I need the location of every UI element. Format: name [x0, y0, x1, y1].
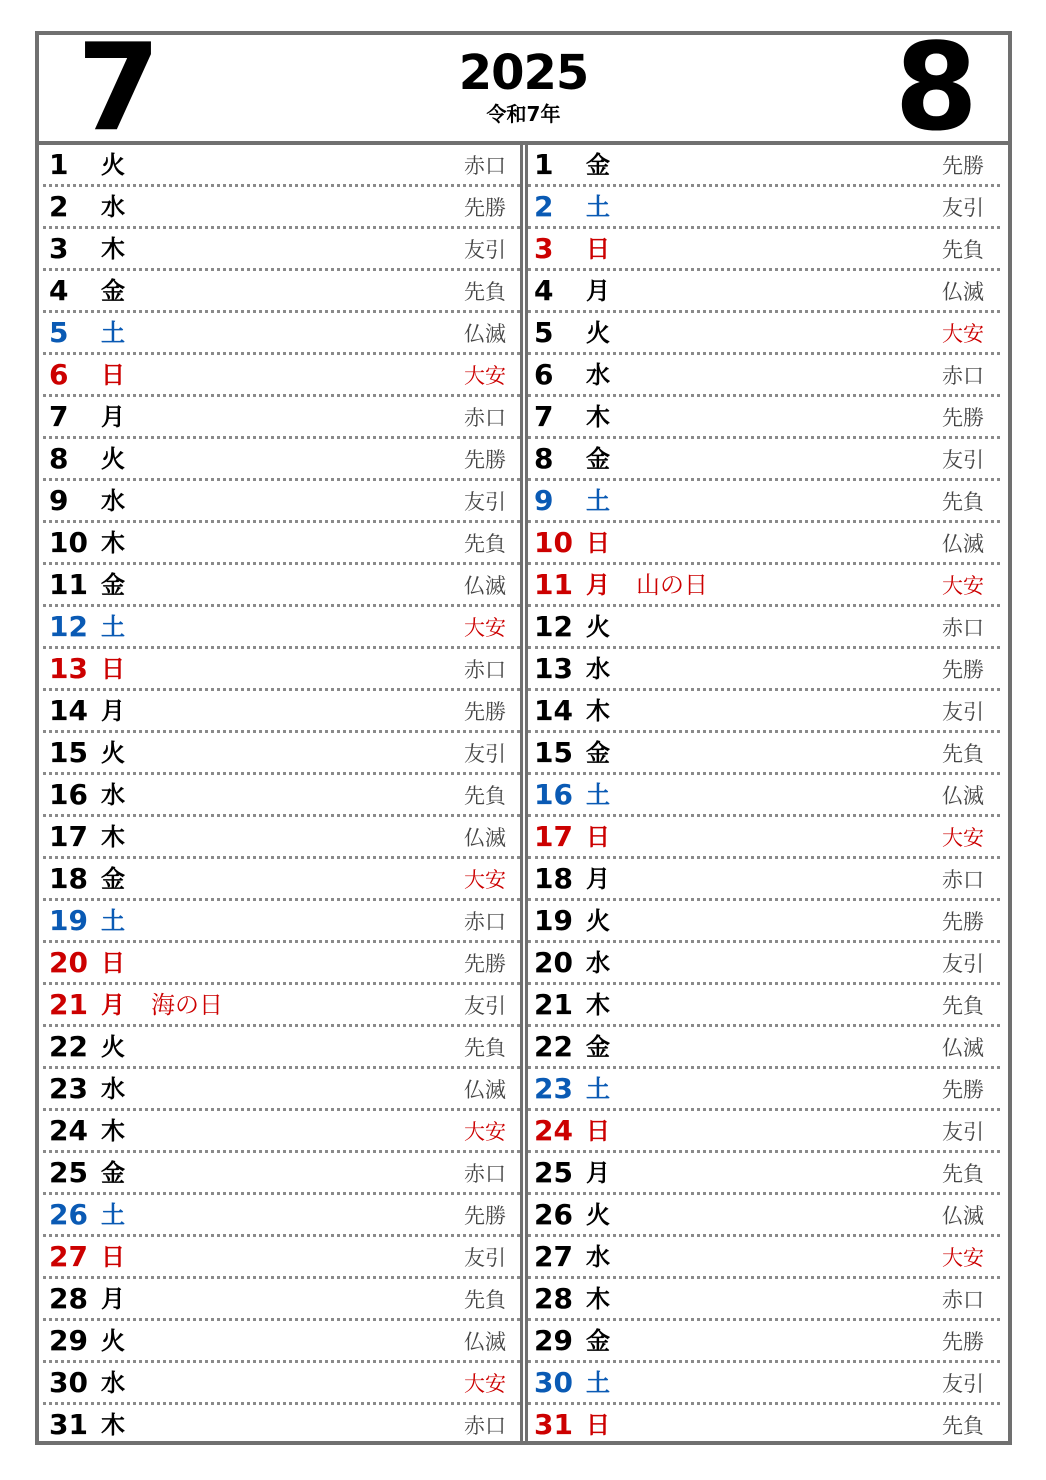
july-day-row	[43, 1279, 520, 1321]
august-day-row	[528, 1027, 1000, 1069]
day-number: 20	[534, 946, 573, 979]
weekday-label: 日	[586, 823, 610, 851]
weekday-label: 日	[586, 1411, 610, 1439]
weekday-label: 土	[586, 1369, 610, 1397]
weekday-label: 月	[586, 1159, 610, 1187]
weekday-label: 日	[586, 1117, 610, 1145]
august-day-row	[528, 1279, 1000, 1321]
august-day-row	[528, 1321, 1000, 1363]
weekday-label: 月	[101, 1285, 125, 1313]
rokuyo-label: 友引	[942, 952, 984, 976]
weekday-label: 土	[101, 319, 125, 347]
weekday-label: 火	[101, 739, 125, 767]
rokuyo-label: 仏滅	[942, 784, 984, 808]
weekday-label: 日	[101, 361, 125, 389]
july-day-row	[43, 733, 520, 775]
weekday-label: 水	[101, 781, 125, 809]
day-number: 23	[49, 1072, 88, 1105]
rokuyo-label: 仏滅	[464, 826, 506, 850]
weekday-label: 水	[101, 1369, 125, 1397]
rokuyo-label: 友引	[464, 490, 506, 514]
weekday-label: 月	[586, 277, 610, 305]
july-day-row	[43, 1027, 520, 1069]
rokuyo-label: 先負	[464, 280, 506, 304]
rokuyo-label: 赤口	[942, 868, 984, 892]
rokuyo-label: 友引	[464, 742, 506, 766]
weekday-label: 金	[586, 1033, 610, 1061]
weekday-label: 火	[586, 907, 610, 935]
august-day-row	[528, 649, 1000, 691]
weekday-label: 土	[101, 1201, 125, 1229]
august-day-row	[528, 439, 1000, 481]
august-day-row	[528, 1363, 1000, 1405]
weekday-label: 木	[101, 529, 125, 557]
august-day-row	[528, 817, 1000, 859]
rokuyo-label: 友引	[942, 700, 984, 724]
day-number: 19	[534, 904, 573, 937]
rokuyo-label: 大安	[464, 1372, 506, 1396]
rokuyo-label: 先負	[942, 742, 984, 766]
day-number: 27	[534, 1240, 573, 1273]
day-number: 26	[534, 1198, 573, 1231]
rokuyo-label: 大安	[942, 826, 984, 850]
weekday-label: 木	[586, 403, 610, 431]
rokuyo-label: 赤口	[942, 364, 984, 388]
year-title: 2025	[458, 45, 589, 101]
day-number: 25	[49, 1156, 88, 1189]
rokuyo-label: 仏滅	[464, 574, 506, 598]
july-day-row	[43, 817, 520, 859]
weekday-label: 火	[586, 319, 610, 347]
weekday-label: 水	[101, 1075, 125, 1103]
rokuyo-label: 先勝	[942, 154, 984, 178]
rokuyo-label: 赤口	[464, 658, 506, 682]
august-day-row	[528, 271, 1000, 313]
august-day-row	[528, 859, 1000, 901]
weekday-label: 月	[101, 991, 125, 1019]
rokuyo-label: 仏滅	[942, 532, 984, 556]
july-day-row	[43, 1111, 520, 1153]
weekday-label: 金	[101, 571, 125, 599]
day-number: 1	[534, 148, 554, 181]
rokuyo-label: 友引	[942, 448, 984, 472]
rokuyo-label: 先負	[942, 1414, 984, 1438]
weekday-label: 火	[101, 1033, 125, 1061]
july-day-row	[43, 439, 520, 481]
day-number: 24	[534, 1114, 573, 1147]
august-day-row	[528, 1111, 1000, 1153]
rokuyo-label: 先勝	[464, 952, 506, 976]
august-day-row	[528, 313, 1000, 355]
august-day-row	[528, 229, 1000, 271]
weekday-label: 火	[586, 613, 610, 641]
day-number: 27	[49, 1240, 88, 1273]
august-day-row	[528, 901, 1000, 943]
july-day-row	[43, 649, 520, 691]
holiday-name: 海の日	[151, 991, 223, 1019]
day-number: 25	[534, 1156, 573, 1189]
rokuyo-label: 先負	[942, 994, 984, 1018]
day-number: 11	[49, 568, 88, 601]
rokuyo-label: 先負	[942, 490, 984, 514]
day-number: 12	[49, 610, 88, 643]
weekday-label: 金	[101, 865, 125, 893]
weekday-label: 水	[101, 193, 125, 221]
day-number: 5	[534, 316, 554, 349]
rokuyo-label: 仏滅	[464, 1330, 506, 1354]
rokuyo-label: 赤口	[942, 616, 984, 640]
august-day-row	[528, 145, 1000, 187]
rokuyo-label: 赤口	[464, 1414, 506, 1438]
day-number: 13	[534, 652, 573, 685]
august-day-row	[528, 775, 1000, 817]
day-number: 28	[534, 1282, 573, 1315]
day-number: 17	[534, 820, 573, 853]
holiday-name: 山の日	[636, 571, 708, 599]
rokuyo-label: 大安	[942, 1246, 984, 1270]
rokuyo-label: 仏滅	[942, 1204, 984, 1228]
july-day-row	[43, 523, 520, 565]
rokuyo-label: 友引	[942, 196, 984, 220]
july-day-row	[43, 355, 520, 397]
day-number: 24	[49, 1114, 88, 1147]
rokuyo-label: 先勝	[464, 196, 506, 220]
weekday-label: 日	[101, 655, 125, 683]
july-day-row	[43, 985, 520, 1027]
day-number: 21	[534, 988, 573, 1021]
july-day-row	[43, 1321, 520, 1363]
day-number: 2	[534, 190, 554, 223]
july-day-row	[43, 565, 520, 607]
august-day-row	[528, 733, 1000, 775]
day-number: 13	[49, 652, 88, 685]
day-number: 10	[534, 526, 573, 559]
weekday-label: 土	[586, 193, 610, 221]
day-number: 29	[534, 1324, 573, 1357]
day-number: 31	[534, 1408, 573, 1441]
weekday-label: 水	[586, 949, 610, 977]
day-number: 6	[534, 358, 554, 391]
era-year: 令和7年	[486, 102, 561, 126]
weekday-label: 木	[586, 697, 610, 725]
rokuyo-label: 先勝	[942, 910, 984, 934]
july-day-row	[43, 1237, 520, 1279]
rokuyo-label: 先負	[464, 784, 506, 808]
weekday-label: 日	[101, 949, 125, 977]
day-number: 11	[534, 568, 573, 601]
july-day-row	[43, 1153, 520, 1195]
weekday-label: 月	[101, 403, 125, 431]
august-day-row	[528, 481, 1000, 523]
july-day-row	[43, 607, 520, 649]
day-number: 9	[534, 484, 554, 517]
weekday-label: 日	[586, 235, 610, 263]
rokuyo-label: 仏滅	[464, 322, 506, 346]
weekday-label: 火	[101, 445, 125, 473]
rokuyo-label: 先負	[464, 1036, 506, 1060]
rokuyo-label: 先負	[942, 1162, 984, 1186]
rokuyo-label: 仏滅	[464, 1078, 506, 1102]
day-number: 14	[534, 694, 573, 727]
rokuyo-label: 大安	[464, 868, 506, 892]
day-number: 30	[534, 1366, 573, 1399]
rokuyo-label: 赤口	[464, 1162, 506, 1186]
august-day-row	[528, 1153, 1000, 1195]
rokuyo-label: 先勝	[942, 1330, 984, 1354]
weekday-label: 水	[586, 361, 610, 389]
day-number: 18	[49, 862, 88, 895]
august-day-row	[528, 187, 1000, 229]
weekday-label: 水	[101, 487, 125, 515]
july-day-row	[43, 313, 520, 355]
rokuyo-label: 先勝	[942, 1078, 984, 1102]
rokuyo-label: 赤口	[464, 406, 506, 430]
rokuyo-label: 友引	[942, 1120, 984, 1144]
day-number: 20	[49, 946, 88, 979]
weekday-label: 土	[586, 487, 610, 515]
day-number: 21	[49, 988, 88, 1021]
rokuyo-label: 大安	[464, 616, 506, 640]
rokuyo-label: 友引	[464, 1246, 506, 1270]
weekday-label: 土	[586, 1075, 610, 1103]
rokuyo-label: 赤口	[942, 1288, 984, 1312]
weekday-label: 木	[586, 991, 610, 1019]
rokuyo-label: 赤口	[464, 910, 506, 934]
weekday-label: 金	[101, 277, 125, 305]
rokuyo-label: 友引	[464, 238, 506, 262]
rokuyo-label: 先負	[464, 532, 506, 556]
day-number: 30	[49, 1366, 88, 1399]
day-number: 2	[49, 190, 69, 223]
weekday-label: 月	[101, 697, 125, 725]
rokuyo-label: 大安	[942, 574, 984, 598]
rokuyo-label: 先勝	[942, 658, 984, 682]
rokuyo-label: 大安	[464, 364, 506, 388]
august-column	[528, 145, 1000, 1441]
weekday-label: 木	[101, 1117, 125, 1145]
day-number: 6	[49, 358, 69, 391]
day-number: 12	[534, 610, 573, 643]
day-number: 9	[49, 484, 69, 517]
rokuyo-label: 友引	[942, 1372, 984, 1396]
august-day-row	[528, 607, 1000, 649]
weekday-label: 日	[101, 1243, 125, 1271]
weekday-label: 月	[586, 865, 610, 893]
month-number-left: 7	[77, 19, 161, 158]
july-day-row	[43, 775, 520, 817]
day-number: 31	[49, 1408, 88, 1441]
weekday-label: 火	[101, 151, 125, 179]
rokuyo-label: 先負	[942, 238, 984, 262]
july-day-row	[43, 1405, 520, 1447]
july-day-row	[43, 1195, 520, 1237]
rokuyo-label: 先勝	[464, 700, 506, 724]
august-day-row	[528, 565, 1000, 607]
day-number: 8	[49, 442, 69, 475]
weekday-label: 火	[101, 1327, 125, 1355]
weekday-label: 木	[101, 823, 125, 851]
day-number: 4	[49, 274, 69, 307]
day-number: 28	[49, 1282, 88, 1315]
rokuyo-label: 友引	[464, 994, 506, 1018]
day-number: 3	[534, 232, 554, 265]
weekday-label: 土	[586, 781, 610, 809]
weekday-label: 月	[586, 571, 610, 599]
weekday-label: 土	[101, 907, 125, 935]
august-day-row	[528, 943, 1000, 985]
day-number: 7	[49, 400, 69, 433]
day-number: 5	[49, 316, 69, 349]
weekday-label: 木	[586, 1285, 610, 1313]
day-number: 16	[49, 778, 88, 811]
july-day-row	[43, 145, 520, 187]
weekday-label: 火	[586, 1201, 610, 1229]
rokuyo-label: 先勝	[464, 448, 506, 472]
august-day-row	[528, 691, 1000, 733]
calendar-header	[39, 19, 1008, 158]
july-day-row	[43, 481, 520, 523]
rokuyo-label: 仏滅	[942, 280, 984, 304]
july-day-row	[43, 859, 520, 901]
august-day-row	[528, 1405, 1000, 1447]
july-column	[43, 145, 520, 1441]
august-day-row	[528, 985, 1000, 1027]
august-day-row	[528, 523, 1000, 565]
august-day-row	[528, 1195, 1000, 1237]
day-number: 19	[49, 904, 88, 937]
rokuyo-label: 赤口	[464, 154, 506, 178]
july-day-row	[43, 1363, 520, 1405]
rokuyo-label: 大安	[942, 322, 984, 346]
day-number: 3	[49, 232, 69, 265]
day-number: 14	[49, 694, 88, 727]
day-number: 23	[534, 1072, 573, 1105]
weekday-label: 金	[586, 445, 610, 473]
weekday-label: 金	[586, 151, 610, 179]
rokuyo-label: 先負	[464, 1288, 506, 1312]
day-number: 22	[534, 1030, 573, 1063]
july-day-row	[43, 397, 520, 439]
day-number: 22	[49, 1030, 88, 1063]
august-day-row	[528, 1069, 1000, 1111]
rokuyo-label: 仏滅	[942, 1036, 984, 1060]
july-day-row	[43, 901, 520, 943]
july-day-row	[43, 271, 520, 313]
day-number: 10	[49, 526, 88, 559]
day-number: 29	[49, 1324, 88, 1357]
day-number: 16	[534, 778, 573, 811]
july-day-row	[43, 187, 520, 229]
weekday-label: 日	[586, 529, 610, 557]
july-day-row	[43, 229, 520, 271]
weekday-label: 土	[101, 613, 125, 641]
day-number: 18	[534, 862, 573, 895]
day-number: 26	[49, 1198, 88, 1231]
calendar-frame	[35, 19, 1012, 1445]
july-day-row	[43, 943, 520, 985]
weekday-label: 金	[101, 1159, 125, 1187]
weekday-label: 金	[586, 739, 610, 767]
august-day-row	[528, 397, 1000, 439]
day-number: 17	[49, 820, 88, 853]
weekday-label: 水	[586, 655, 610, 683]
weekday-label: 水	[586, 1243, 610, 1271]
day-number: 4	[534, 274, 554, 307]
month-number-right: 8	[894, 19, 978, 158]
day-number: 7	[534, 400, 554, 433]
weekday-label: 金	[586, 1327, 610, 1355]
day-number: 15	[49, 736, 88, 769]
weekday-label: 木	[101, 1411, 125, 1439]
rokuyo-label: 大安	[464, 1120, 506, 1144]
weekday-label: 木	[101, 235, 125, 263]
rokuyo-label: 先勝	[464, 1204, 506, 1228]
day-number: 15	[534, 736, 573, 769]
july-day-row	[43, 1069, 520, 1111]
august-day-row	[528, 355, 1000, 397]
day-number: 1	[49, 148, 69, 181]
rokuyo-label: 先勝	[942, 406, 984, 430]
column-divider	[520, 145, 528, 1441]
august-day-row	[528, 1237, 1000, 1279]
july-day-row	[43, 691, 520, 733]
day-number: 8	[534, 442, 554, 475]
